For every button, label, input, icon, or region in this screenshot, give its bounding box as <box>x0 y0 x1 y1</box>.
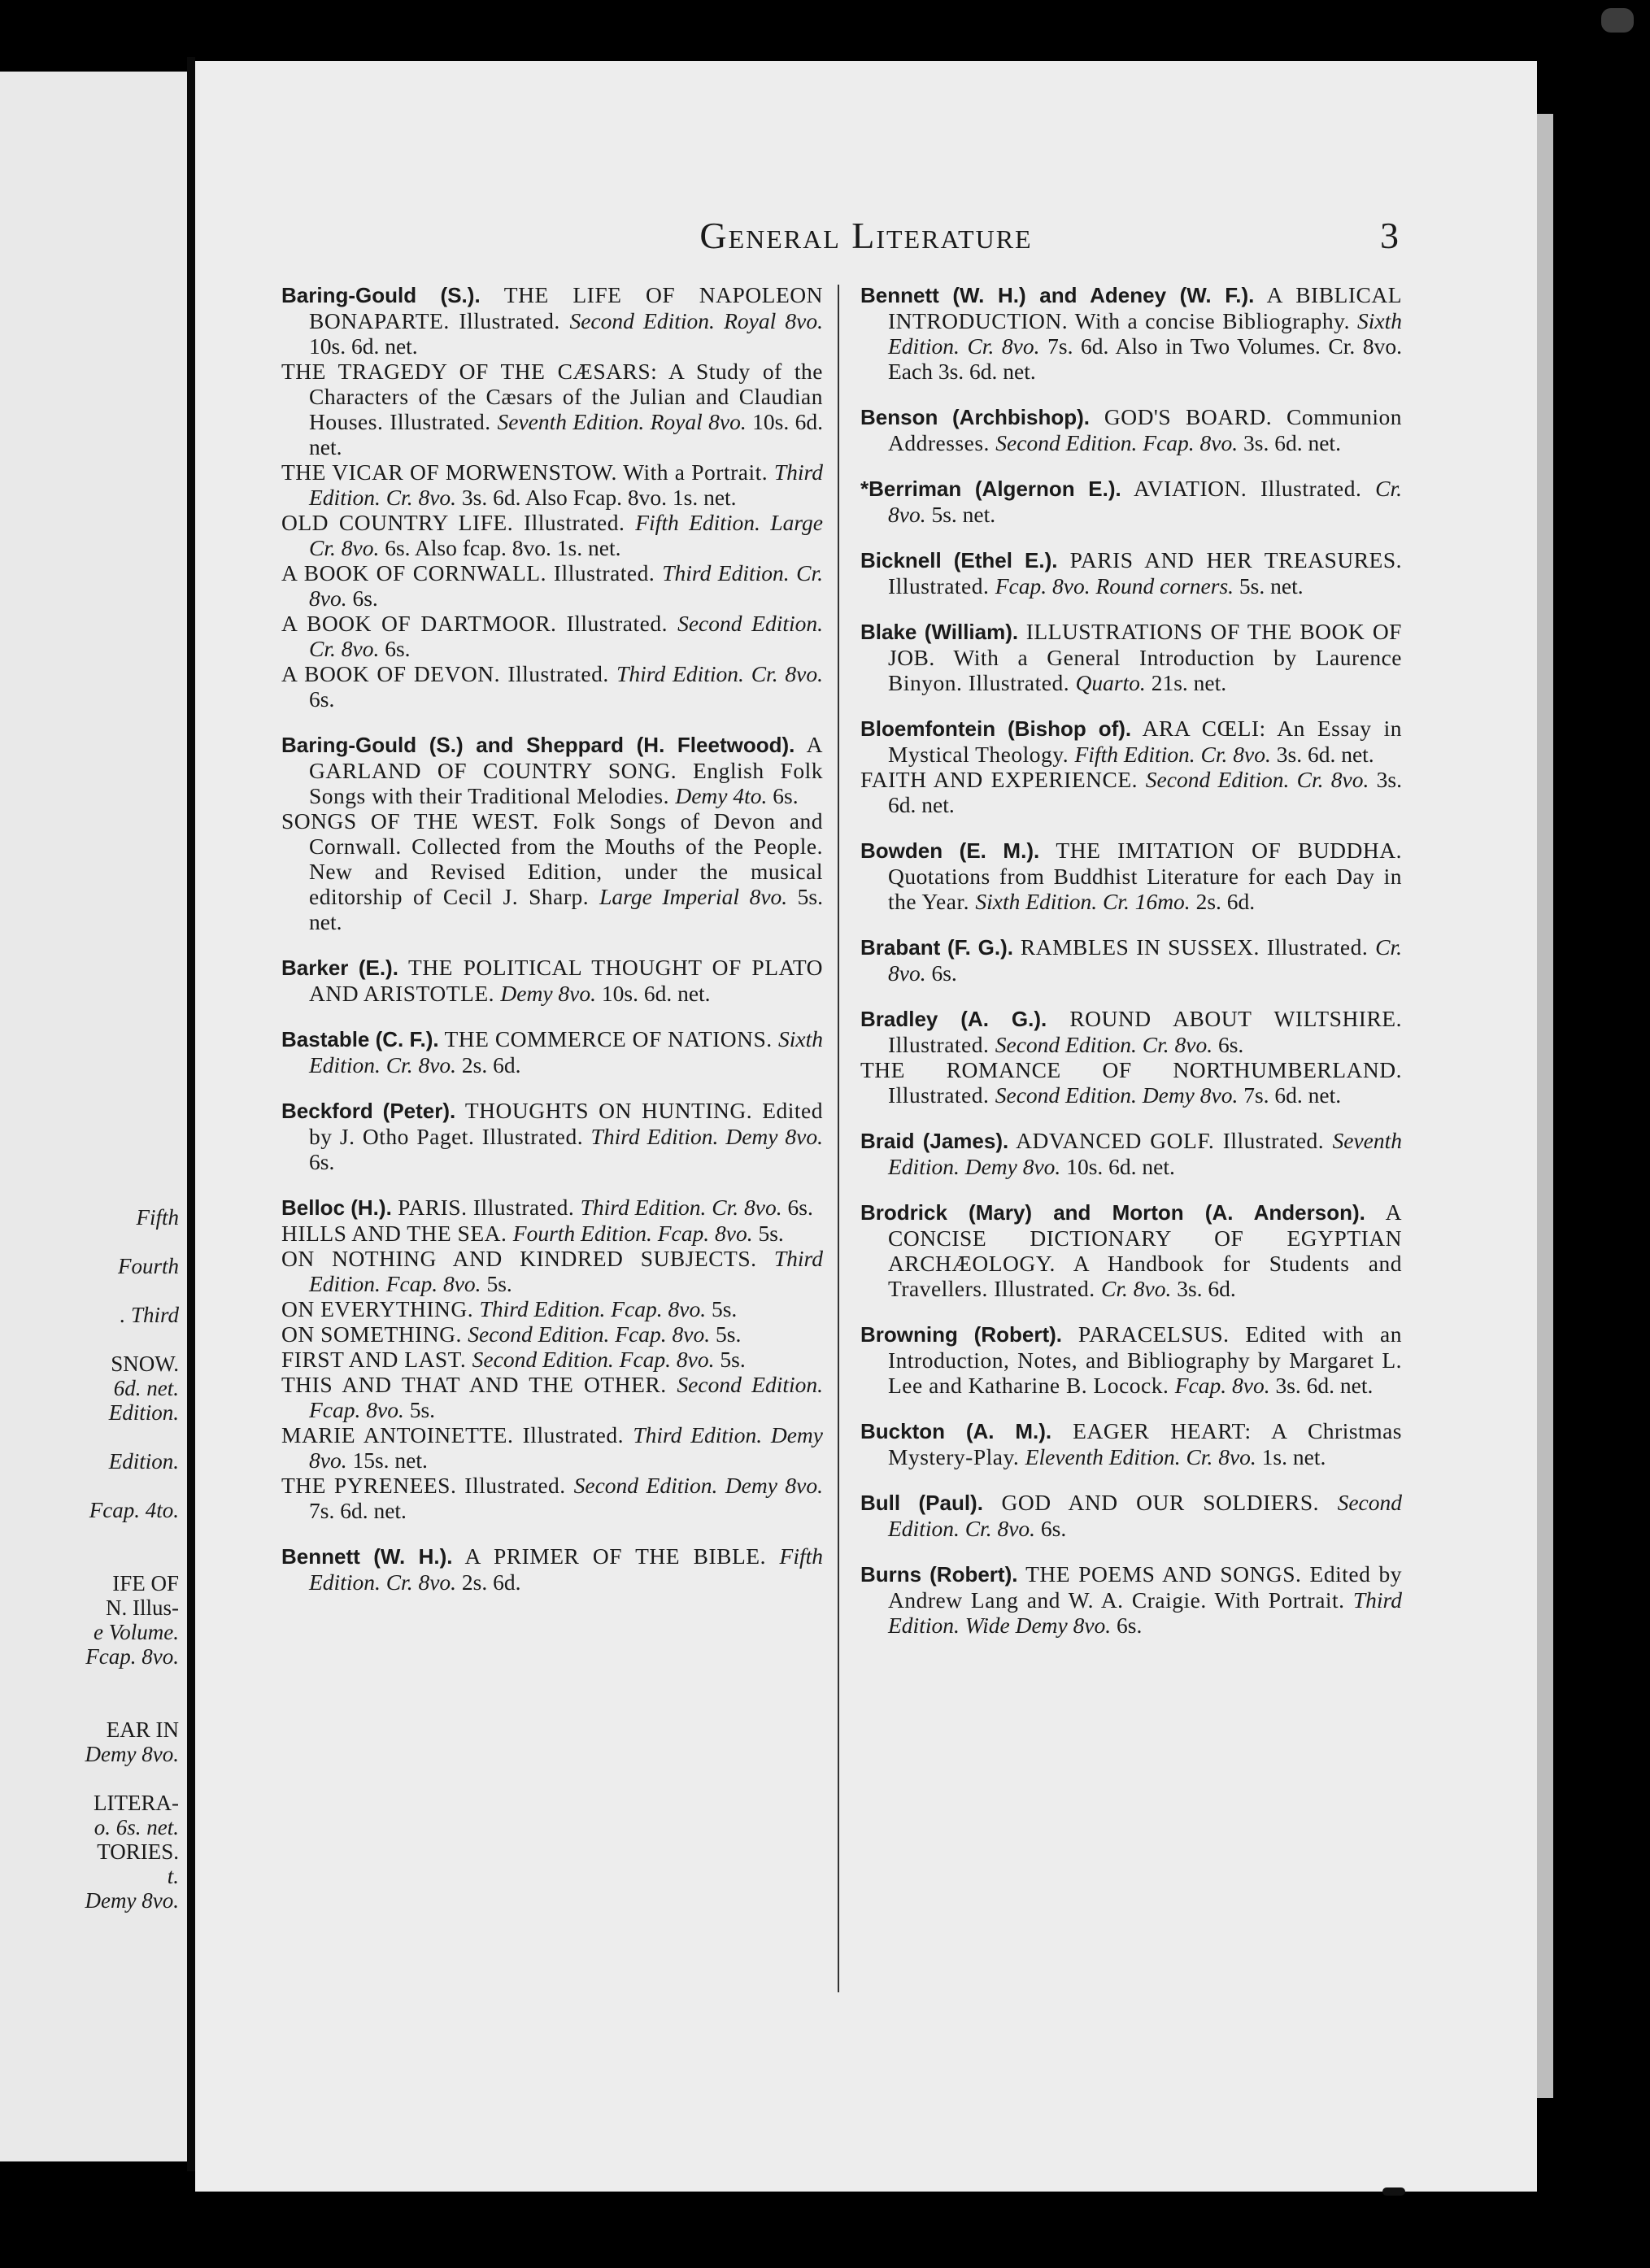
entry-price: 5s. <box>752 1221 784 1246</box>
entry-price: 5s. net. <box>1234 573 1304 599</box>
author-name: *Berriman (Algernon E.). <box>860 477 1121 501</box>
edition-format: Fifth Edition. Cr. 8vo. <box>1074 742 1271 767</box>
entry-price: 1s. net. <box>1256 1444 1326 1469</box>
entry-price: 3s. 6d. net. <box>888 767 1403 817</box>
author-name: Barker (E.). <box>281 956 398 980</box>
catalogue-entry <box>281 510 823 560</box>
entry-price: 6s. <box>767 783 799 808</box>
edition-format: Cr. 8vo. <box>1101 1276 1172 1301</box>
catalogue-entry <box>860 619 1402 695</box>
entry-price: 10s. 6d. net. <box>1060 1154 1175 1179</box>
author-name: Bradley (A. G.). <box>860 1007 1047 1031</box>
entry-text <box>281 510 823 560</box>
entry-price: 2s. 6d. <box>456 1569 521 1595</box>
entry-text <box>860 1561 1402 1638</box>
entry-price: 5s. <box>714 1347 746 1372</box>
entry-title: ROUND ABOUT WILTSHIRE. Illustrated. <box>888 1006 1402 1057</box>
entry-price: 7s. 6d. net. <box>309 1498 407 1523</box>
entry-text <box>281 1296 823 1321</box>
catalogue-entry <box>281 1246 823 1296</box>
page-header <box>195 214 1537 263</box>
catalogue-entry <box>281 560 823 611</box>
facing-page-text: EAR IN <box>106 1717 179 1742</box>
edition-format: Second Edition. Demy 8vo. <box>573 1473 823 1498</box>
entry-price: 10s. 6d. net. <box>596 981 711 1006</box>
entry-title: THOUGHTS ON HUNTING. Edited by J. Otho Paget. Illustrated. <box>309 1098 823 1149</box>
catalogue-entry <box>281 1347 823 1372</box>
entry-price: 5s. net. <box>925 502 996 527</box>
entry-text <box>281 1195 823 1221</box>
catalogue-entry <box>281 1195 823 1221</box>
author-name: Brabant (F. G.). <box>860 935 1013 960</box>
entry-title: THE VICAR OF MORWENSTOW. With a Portrait. <box>281 459 774 485</box>
facing-page-text: 6d. net. <box>113 1376 179 1400</box>
entry-text <box>860 547 1402 599</box>
entry-title: SONGS OF THE WEST. Folk Songs of Devon and Cornwall. Collected from the Mouths of the People. New and Revised Edition, under the musical editorship of Cecil J. Sharp. <box>281 808 823 909</box>
catalogue-entry <box>281 1296 823 1321</box>
facing-page-text: Edition. <box>108 1449 179 1474</box>
catalogue-entry <box>281 611 823 661</box>
edition-format: Third Edition. Demy 8vo. <box>309 1422 823 1473</box>
edition-format: Demy 4to. <box>675 783 768 808</box>
entry-text <box>860 1057 1402 1108</box>
author-name: Buckton (A. M.). <box>860 1419 1052 1443</box>
entry-title: RAMBLES IN SUSSEX. Illustrated. <box>1012 934 1376 960</box>
entry-price: 6s. <box>1111 1613 1143 1638</box>
entry-title: THE ROMANCE OF NORTHUMBERLAND. Illustrated. <box>860 1057 1402 1108</box>
facing-page-text: Fifth <box>136 1205 179 1230</box>
author-name: Bowden (E. M.). <box>860 838 1040 863</box>
entry-text <box>860 1199 1402 1301</box>
author-name: Browning (Robert). <box>860 1322 1062 1347</box>
entry-text <box>860 1418 1402 1469</box>
catalogue-entry <box>860 934 1402 986</box>
entry-title: OLD COUNTRY LIFE. Illustrated. <box>281 510 636 535</box>
edition-format: Third Edition. Fcap. 8vo. <box>479 1296 707 1321</box>
edition-format: Fcap. 8vo. Round corners. <box>995 573 1234 599</box>
edition-format: Quarto. <box>1075 670 1146 695</box>
catalogue-entry <box>281 1026 823 1077</box>
author-name: Belloc (H.). <box>281 1195 392 1220</box>
entry-title: A CONCISE DICTIONARY OF EGYPTIAN ARCHÆOLOGY. A Handbook for Students and Travellers. Illustrated. <box>888 1199 1402 1301</box>
edition-format: Third Edition. Cr. 8vo. <box>580 1195 782 1220</box>
entry-title: FAITH AND EXPERIENCE. <box>860 767 1146 792</box>
catalogue-entry <box>281 1422 823 1473</box>
facing-page-text: Fourth <box>117 1254 179 1278</box>
entry-title: ON NOTHING AND KINDRED SUBJECTS. <box>281 1246 774 1271</box>
facing-page-text: Demy 8vo. <box>85 1888 179 1913</box>
author-name: Baring-Gould (S.) and Sheppard (H. Fleetwood). <box>281 733 795 757</box>
catalogue-entry <box>860 547 1402 599</box>
catalogue-entry <box>281 732 823 808</box>
edition-format: Fifth Edition. Cr. 8vo. <box>309 1543 824 1595</box>
author-name: Beckford (Peter). <box>281 1099 456 1123</box>
edition-format: Fifth Edition. Large Cr. 8vo. <box>309 510 823 560</box>
entry-price: 5s. <box>403 1397 436 1422</box>
entry-title: THE POLITICAL THOUGHT OF PLATO AND ARISTOTLE. <box>309 955 823 1006</box>
entry-price: 7s. 6d. Also in Two Volumes. Cr. 8vo. Each 3s. 6d. net. <box>888 333 1402 384</box>
entry-title: A BOOK OF DARTMOOR. Illustrated. <box>281 611 678 636</box>
entry-text <box>860 1490 1402 1541</box>
entry-text <box>860 1128 1402 1179</box>
entry-price: 3s. 6d. net. <box>1270 742 1374 767</box>
facing-page-text: . Third <box>120 1303 179 1327</box>
entry-title: A BIBLICAL INTRODUCTION. With a concise Bibliography. <box>888 282 1402 333</box>
edition-format: Third Edition. Cr. 8vo. <box>616 661 823 686</box>
edition-format: Second Edition. Demy 8vo. <box>995 1082 1239 1108</box>
entry-price: 5s. <box>481 1271 512 1296</box>
edition-format: Cr. 8vo. <box>888 476 1403 527</box>
entry-text <box>281 611 823 661</box>
catalogue-entry <box>281 1372 823 1422</box>
catalogue-entry <box>860 1006 1402 1057</box>
entry-price: 6s. <box>379 636 411 661</box>
facing-page-text: e Volume. <box>94 1620 179 1644</box>
entry-text <box>281 1422 823 1473</box>
author-name: Brodrick (Mary) and Morton (A. Anderson). <box>860 1200 1365 1225</box>
entry-price: 3s. 6d. net. <box>1269 1373 1374 1398</box>
entry-price: 6s. Also fcap. 8vo. 1s. net. <box>379 535 621 560</box>
facing-page-text: Demy 8vo. <box>85 1742 179 1766</box>
entry-title: A GARLAND OF COUNTRY SONG. English Folk Songs with their Traditional Melodies. <box>309 732 824 808</box>
author-name: Bloemfontein (Bishop of). <box>860 716 1132 741</box>
facing-page-text: TORIES. <box>97 1839 179 1864</box>
edition-format: Third Edition. Fcap. 8vo. <box>309 1246 823 1296</box>
catalogue-entry <box>860 1321 1402 1398</box>
entry-text <box>860 838 1402 914</box>
entry-title: AVIATION. Illustrated. <box>1121 476 1376 501</box>
edition-format: Fourth Edition. Fcap. 8vo. <box>512 1221 753 1246</box>
entry-title: PARIS. Illustrated. <box>391 1195 581 1220</box>
entry-text <box>281 359 823 459</box>
entry-price: 2s. 6d. <box>456 1052 521 1077</box>
catalogue-entry <box>860 1128 1402 1179</box>
entry-title: PARACELSUS. Edited with an Introduction, Notes, and Bibliography by Margaret L. Lee and Katharine B. Locock. <box>888 1321 1402 1398</box>
edition-format: Second Edition. Fcap. 8vo. <box>472 1347 715 1372</box>
entry-text <box>860 716 1402 767</box>
entry-title: A BOOK OF DEVON. Illustrated. <box>281 661 617 686</box>
catalogue-entry <box>281 1321 823 1347</box>
entry-price: 5s. net. <box>309 884 824 934</box>
entry-title: ARA CŒLI: An Essay in Mystical Theology. <box>888 716 1402 767</box>
entry-text <box>281 1543 823 1595</box>
entry-title: EAGER HEART: A Christmas Mystery-Play. <box>888 1418 1402 1469</box>
entry-text <box>860 404 1402 455</box>
edition-format: Seventh Edition. Demy 8vo. <box>888 1128 1402 1179</box>
entry-title: HILLS AND THE SEA. <box>281 1221 513 1246</box>
catalogue-entry <box>860 1199 1402 1301</box>
facing-page-text: Fcap. 8vo. <box>85 1644 179 1669</box>
catalogue-entry <box>860 1057 1402 1108</box>
catalogue-entry <box>860 404 1402 455</box>
author-name: Bull (Paul). <box>860 1491 983 1515</box>
catalogue-entry <box>860 716 1402 767</box>
entry-price: 7s. 6d. net. <box>1238 1082 1342 1108</box>
facing-page-text: t. <box>167 1864 179 1888</box>
entry-title: MARIE ANTOINETTE. Illustrated. <box>281 1422 633 1447</box>
entry-title: ON EVERYTHING. <box>281 1296 480 1321</box>
entry-price: 3s. 6d. net. <box>1238 430 1341 455</box>
right-column <box>860 282 1402 1658</box>
entry-text <box>860 1321 1402 1398</box>
edition-format: Second Edition. Cr. 8vo. <box>309 611 823 661</box>
entry-price: 21s. net. <box>1145 670 1227 695</box>
entry-title: THIS AND THAT AND THE OTHER. <box>281 1372 677 1397</box>
catalogue-entry <box>281 661 823 712</box>
entry-text <box>281 661 823 712</box>
author-name: Baring-Gould (S.). <box>281 283 481 307</box>
entry-title: GOD'S BOARD. Communion Addresses. <box>888 404 1402 455</box>
entry-text <box>860 1006 1402 1057</box>
entry-price: 6s. <box>346 586 378 611</box>
entry-price: 6s. <box>1035 1516 1067 1541</box>
author-name: Bicknell (Ethel E.). <box>860 548 1058 572</box>
catalogue-entry <box>281 955 823 1006</box>
facing-page-text: SNOW. <box>111 1352 179 1376</box>
entry-text <box>860 476 1402 527</box>
edition-format: Eleventh Edition. Cr. 8vo. <box>1025 1444 1256 1469</box>
entry-price: 6s. <box>925 960 957 986</box>
catalogue-entry <box>281 1098 823 1174</box>
author-name: Bennett (W. H.). <box>281 1544 453 1569</box>
facing-page-text: Fcap. 4to. <box>89 1498 179 1522</box>
facing-page-fragment <box>0 72 187 2161</box>
author-name: Bastable (C. F.). <box>281 1027 439 1051</box>
entry-price: 10s. 6d. net. <box>309 409 824 459</box>
facing-page-text: o. 6s. net. <box>94 1815 179 1839</box>
entry-price: 5s. <box>706 1296 738 1321</box>
entry-price: 6s. <box>1212 1032 1244 1057</box>
entry-price: 6s. <box>309 686 335 712</box>
entry-title: PARIS AND HER TREASURES. Illustrated. <box>888 547 1402 599</box>
entry-text <box>281 1372 823 1422</box>
ink-smudge <box>1382 2187 1405 2196</box>
entry-title: ADVANCED GOLF. Illustrated. <box>1008 1128 1333 1153</box>
entry-text <box>860 282 1402 384</box>
edition-format: Seventh Edition. Royal 8vo. <box>497 409 747 434</box>
catalogue-entry <box>860 476 1402 527</box>
entry-price: 5s. <box>710 1321 742 1347</box>
entry-text <box>281 1473 823 1523</box>
entry-text <box>860 934 1402 986</box>
edition-format: Sixth Edition. Cr. 8vo. <box>888 308 1402 359</box>
edition-format: Second Edition. Cr. 8vo. <box>1145 767 1369 792</box>
edition-format: Second Edition. Cr. 8vo. <box>995 1032 1213 1057</box>
entry-price: 2s. 6d. <box>1190 889 1256 914</box>
column-rule <box>838 285 839 1992</box>
entry-title: A BOOK OF CORNWALL. Illustrated. <box>281 560 663 586</box>
catalogue-entry <box>281 808 823 934</box>
entry-text <box>281 1246 823 1296</box>
edition-format: Sixth Edition. Cr. 16mo. <box>975 889 1191 914</box>
catalogue-entry <box>281 1543 823 1595</box>
catalogue-entry <box>860 767 1402 817</box>
edition-format: Large Imperial 8vo. <box>599 884 788 909</box>
page-number: 3 <box>1380 215 1399 256</box>
entry-title: ON SOMETHING. <box>281 1321 468 1347</box>
edition-format: Second Edition. Fcap. 8vo. <box>995 430 1239 455</box>
entry-text <box>281 459 823 510</box>
catalogue-entry <box>860 838 1402 914</box>
entry-title: THE POEMS AND SONGS. Edited by Andrew Lang and W. A. Craigie. With Portrait. <box>888 1561 1402 1613</box>
facing-page-text: LITERA- <box>94 1791 179 1815</box>
edition-format: Third Edition. Wide Demy 8vo. <box>888 1587 1402 1638</box>
catalogue-entry <box>860 1490 1402 1541</box>
entry-text <box>281 1347 823 1372</box>
facing-page-text: IFE OF <box>112 1571 179 1595</box>
edition-format: Fcap. 8vo. <box>1174 1373 1270 1398</box>
edition-format: Second Edition. Fcap. 8vo. <box>309 1372 823 1422</box>
edition-format: Third Edition. Cr. 8vo. <box>309 560 823 611</box>
entry-price: 10s. 6d. net. <box>309 333 418 359</box>
entry-price: 6s. <box>781 1195 813 1220</box>
page-edge <box>1537 114 1553 2098</box>
entry-text <box>281 1321 823 1347</box>
catalogue-page <box>195 61 1537 2192</box>
catalogue-entry <box>281 1473 823 1523</box>
edition-format: Sixth Edition. Cr. 8vo. <box>309 1026 824 1077</box>
catalogue-entry <box>281 459 823 510</box>
edition-format: Second Edition. Fcap. 8vo. <box>468 1321 711 1347</box>
left-column <box>281 282 823 1615</box>
running-title: General Literature <box>699 215 1033 256</box>
entry-price: 6s. <box>309 1149 335 1174</box>
entry-title: THE PYRENEES. Illustrated. <box>281 1473 574 1498</box>
catalogue-entry <box>860 1561 1402 1638</box>
entry-title: THE COMMERCE OF NATIONS. <box>438 1026 779 1051</box>
edition-format: Third Edition. Cr. 8vo. <box>309 459 823 510</box>
facing-page-text: N. Illus- <box>106 1595 179 1620</box>
catalogue-entry <box>281 359 823 459</box>
entry-title: A PRIMER OF THE BIBLE. <box>452 1543 780 1569</box>
entry-price: 3s. 6d. <box>1171 1276 1236 1301</box>
author-name: Bennett (W. H.) and Adeney (W. F.). <box>860 283 1255 307</box>
entry-text <box>281 732 823 808</box>
entry-title: THE IMITATION OF BUDDHA. Quotations from Buddhist Literature for each Day in the Year. <box>888 838 1402 914</box>
entry-title: THE LIFE OF NAPOLEON BONAPARTE. Illustrated. <box>309 282 823 333</box>
facing-page-text: Edition. <box>108 1400 179 1425</box>
entry-text <box>281 808 823 934</box>
entry-text <box>860 767 1402 817</box>
entry-title: FIRST AND LAST. <box>281 1347 472 1372</box>
entry-title: GOD AND OUR SOLDIERS. <box>982 1490 1338 1515</box>
entry-title: ILLUSTRATIONS OF THE BOOK OF JOB. With a General Introduction by Laurence Binyon. Illustrated. <box>888 619 1402 695</box>
scan-corner-mark <box>1601 8 1634 33</box>
author-name: Braid (James). <box>860 1129 1009 1153</box>
entry-text <box>281 955 823 1006</box>
catalogue-entry <box>860 282 1402 384</box>
catalogue-entry <box>281 282 823 359</box>
author-name: Burns (Robert). <box>860 1562 1018 1587</box>
entry-price: 3s. 6d. Also Fcap. 8vo. 1s. net. <box>456 485 737 510</box>
catalogue-entry <box>281 1221 823 1246</box>
edition-format: Second Edition. Royal 8vo. <box>569 308 823 333</box>
entry-text <box>281 1098 823 1174</box>
edition-format: Second Edition. Cr. 8vo. <box>888 1490 1402 1541</box>
entry-text <box>860 619 1402 695</box>
author-name: Benson (Archbishop). <box>860 405 1091 429</box>
entry-text <box>281 1026 823 1077</box>
entry-price: 15s. net. <box>346 1447 428 1473</box>
edition-format: Demy 8vo. <box>500 981 596 1006</box>
entry-text <box>281 560 823 611</box>
book-gutter <box>187 57 195 2171</box>
author-name: Blake (William). <box>860 620 1019 644</box>
edition-format: Cr. 8vo. <box>888 934 1402 986</box>
entry-text <box>281 1221 823 1246</box>
edition-format: Third Edition. Demy 8vo. <box>590 1124 823 1149</box>
entry-text <box>281 282 823 359</box>
catalogue-entry <box>860 1418 1402 1469</box>
entry-title: THE TRAGEDY OF THE CÆSARS: A Study of the Characters of the Cæsars of the Julian and Claudian Houses. Illustrated. <box>281 359 823 434</box>
